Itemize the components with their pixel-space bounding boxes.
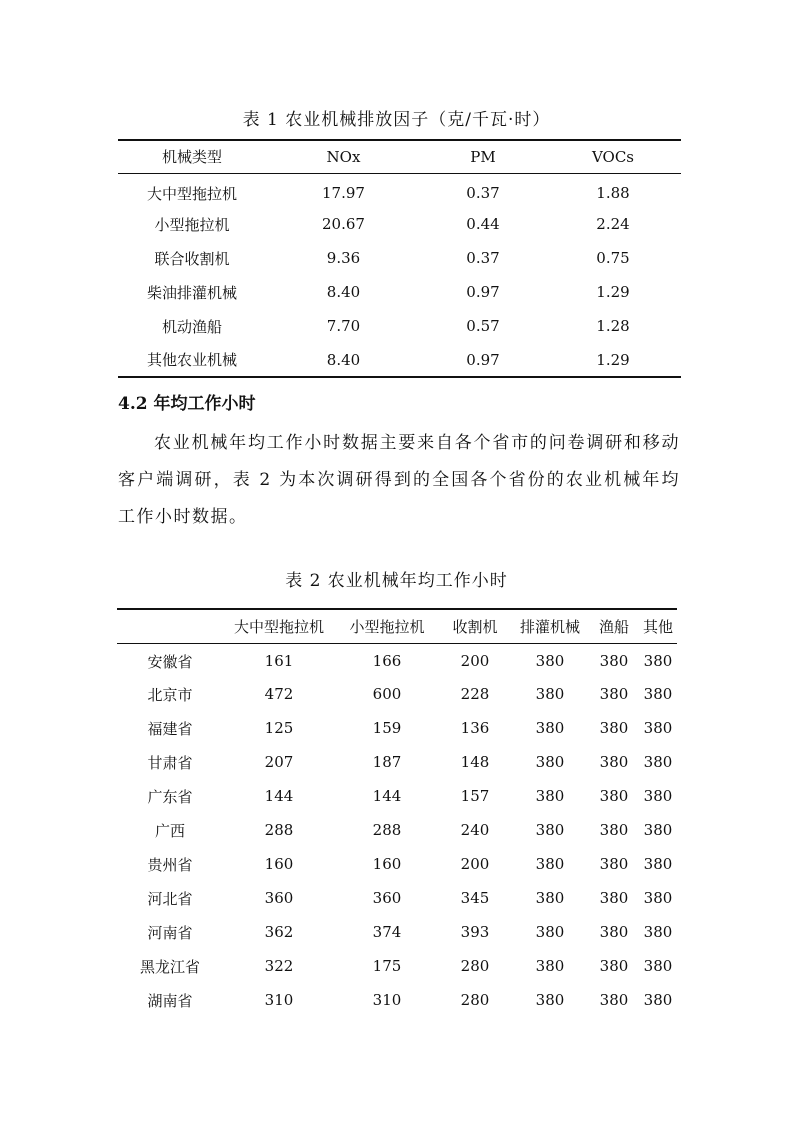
table-header-row bbox=[118, 140, 681, 173]
value-cell: 380 bbox=[535, 923, 565, 941]
value-cell: 280 bbox=[460, 957, 490, 975]
value-cell: 380 bbox=[599, 957, 629, 975]
value-cell: 380 bbox=[643, 821, 673, 839]
row-label-cell: 湖南省 bbox=[147, 991, 193, 1010]
value-cell: 380 bbox=[599, 652, 629, 671]
working-hours-table bbox=[117, 608, 677, 1017]
table-row bbox=[117, 745, 677, 779]
table-row bbox=[118, 343, 681, 377]
value-cell: 322 bbox=[264, 957, 294, 975]
column-header: VOCs bbox=[545, 140, 681, 173]
row-label-cell: 联合收割机 bbox=[154, 249, 230, 268]
value-cell: 360 bbox=[264, 889, 294, 907]
value-cell: 380 bbox=[643, 957, 673, 975]
value-cell: 280 bbox=[460, 991, 490, 1009]
column-header: 大中型拖拉机 bbox=[223, 609, 335, 643]
value-cell: 288 bbox=[372, 821, 402, 839]
value-cell: 380 bbox=[535, 991, 565, 1009]
value-cell: 380 bbox=[599, 821, 629, 839]
value-cell: 380 bbox=[643, 719, 673, 737]
table-row bbox=[118, 207, 681, 241]
value-cell: 380 bbox=[643, 685, 673, 703]
column-header: 排灌机械 bbox=[511, 609, 589, 643]
value-cell: 380 bbox=[535, 821, 565, 839]
value-cell: 144 bbox=[372, 787, 402, 805]
table-row bbox=[117, 711, 677, 745]
value-cell: 380 bbox=[599, 923, 629, 941]
table-row bbox=[117, 949, 677, 983]
value-cell: 20.67 bbox=[322, 215, 365, 233]
value-cell: 0.44 bbox=[466, 215, 500, 233]
table-row bbox=[118, 275, 681, 309]
body-paragraph: 农业机械年均工作小时数据主要来自各个省市的问卷调研和移动客户端调研，表 2 为本次调研得到的全国各个省份的农业机械年均工作小时数据。 bbox=[118, 433, 680, 527]
value-cell: 1.88 bbox=[596, 184, 630, 203]
value-cell: 9.36 bbox=[326, 249, 361, 267]
row-label-cell: 北京市 bbox=[147, 685, 193, 704]
value-cell: 380 bbox=[643, 889, 673, 907]
table-row bbox=[118, 309, 681, 343]
value-cell: 1.28 bbox=[596, 317, 630, 335]
value-cell: 380 bbox=[643, 923, 673, 941]
value-cell: 200 bbox=[460, 855, 490, 873]
row-label-cell: 黑龙江省 bbox=[139, 957, 200, 976]
value-cell: 2.24 bbox=[596, 215, 630, 233]
emission-factor-table bbox=[118, 139, 681, 378]
section-heading: 4.2 年均工作小时 bbox=[118, 394, 256, 414]
value-cell: 380 bbox=[599, 855, 629, 873]
column-header: 其他 bbox=[639, 609, 677, 643]
value-cell: 374 bbox=[372, 923, 402, 941]
table-row bbox=[117, 813, 677, 847]
value-cell: 380 bbox=[535, 719, 565, 737]
value-cell: 380 bbox=[643, 787, 673, 805]
value-cell: 472 bbox=[264, 685, 294, 703]
value-cell: 310 bbox=[372, 991, 402, 1009]
value-cell: 136 bbox=[460, 719, 490, 737]
value-cell: 187 bbox=[372, 753, 402, 771]
value-cell: 157 bbox=[460, 787, 490, 805]
value-cell: 380 bbox=[643, 855, 673, 873]
value-cell: 240 bbox=[460, 821, 490, 839]
value-cell: 310 bbox=[264, 991, 294, 1009]
value-cell: 380 bbox=[599, 685, 629, 703]
value-cell: 380 bbox=[643, 991, 673, 1009]
value-cell: 380 bbox=[535, 652, 565, 671]
value-cell: 144 bbox=[264, 787, 294, 805]
value-cell: 160 bbox=[372, 855, 402, 873]
value-cell: 0.37 bbox=[466, 184, 500, 203]
column-header bbox=[117, 609, 223, 643]
value-cell: 380 bbox=[599, 753, 629, 771]
table-row bbox=[118, 173, 681, 207]
row-label-cell: 贵州省 bbox=[147, 855, 193, 874]
table2-caption: 表 2 农业机械年均工作小时 bbox=[285, 571, 508, 591]
value-cell: 1.29 bbox=[596, 283, 630, 301]
row-label-cell: 机动渔船 bbox=[161, 317, 222, 336]
value-cell: 380 bbox=[599, 889, 629, 907]
value-cell: 148 bbox=[460, 753, 490, 771]
table-header-row bbox=[117, 609, 677, 643]
table-row bbox=[117, 779, 677, 813]
table1-caption: 表 1 农业机械排放因子（克/千瓦·时） bbox=[242, 110, 551, 130]
value-cell: 228 bbox=[460, 685, 490, 703]
column-header: 机械类型 bbox=[118, 140, 266, 173]
value-cell: 1.29 bbox=[596, 350, 630, 369]
value-cell: 380 bbox=[535, 957, 565, 975]
value-cell: 0.57 bbox=[466, 317, 500, 335]
value-cell: 7.70 bbox=[326, 317, 361, 335]
column-header: 小型拖拉机 bbox=[335, 609, 439, 643]
row-label-cell: 其他农业机械 bbox=[146, 351, 237, 369]
value-cell: 380 bbox=[535, 787, 565, 805]
row-label-cell: 柴油排灌机械 bbox=[146, 283, 237, 302]
value-cell: 380 bbox=[535, 889, 565, 907]
table-row bbox=[118, 241, 681, 275]
value-cell: 200 bbox=[460, 652, 490, 671]
value-cell: 380 bbox=[599, 991, 629, 1009]
value-cell: 0.37 bbox=[466, 249, 500, 267]
table-row bbox=[117, 915, 677, 949]
column-header: 渔船 bbox=[589, 609, 639, 643]
value-cell: 160 bbox=[264, 855, 294, 873]
value-cell: 161 bbox=[264, 652, 294, 671]
row-label-cell: 河北省 bbox=[147, 889, 193, 908]
value-cell: 380 bbox=[535, 685, 565, 703]
value-cell: 380 bbox=[535, 753, 565, 771]
value-cell: 0.75 bbox=[596, 249, 630, 267]
row-label-cell: 小型拖拉机 bbox=[154, 215, 230, 234]
value-cell: 380 bbox=[643, 753, 673, 771]
value-cell: 8.40 bbox=[326, 283, 361, 301]
table-row bbox=[117, 881, 677, 915]
value-cell: 288 bbox=[264, 821, 294, 839]
row-label-cell: 福建省 bbox=[147, 719, 193, 738]
row-label-cell: 河南省 bbox=[147, 923, 193, 942]
table-row bbox=[117, 847, 677, 881]
row-label-cell: 安徽省 bbox=[147, 652, 193, 671]
value-cell: 159 bbox=[372, 719, 402, 737]
value-cell: 600 bbox=[372, 685, 402, 703]
value-cell: 360 bbox=[372, 889, 402, 907]
value-cell: 362 bbox=[264, 923, 294, 941]
value-cell: 393 bbox=[460, 923, 490, 941]
value-cell: 345 bbox=[460, 889, 490, 907]
value-cell: 166 bbox=[372, 652, 402, 671]
value-cell: 0.97 bbox=[466, 283, 500, 301]
row-label-cell: 广东省 bbox=[147, 787, 193, 806]
value-cell: 17.97 bbox=[322, 184, 365, 203]
value-cell: 380 bbox=[599, 719, 629, 737]
table-row bbox=[117, 643, 677, 677]
column-header: NOx bbox=[266, 140, 421, 173]
table-row bbox=[117, 677, 677, 711]
row-label-cell: 甘肃省 bbox=[147, 753, 193, 772]
value-cell: 207 bbox=[264, 753, 294, 771]
value-cell: 8.40 bbox=[326, 350, 361, 369]
value-cell: 380 bbox=[643, 652, 673, 671]
row-label-cell: 大中型拖拉机 bbox=[146, 184, 237, 203]
value-cell: 380 bbox=[535, 855, 565, 873]
column-header: PM bbox=[421, 140, 545, 173]
value-cell: 175 bbox=[372, 957, 402, 975]
row-label-cell: 广西 bbox=[154, 821, 185, 840]
value-cell: 0.97 bbox=[466, 350, 500, 369]
table-row bbox=[117, 983, 677, 1017]
value-cell: 125 bbox=[264, 719, 294, 737]
value-cell: 380 bbox=[599, 787, 629, 805]
column-header: 收割机 bbox=[439, 609, 511, 643]
